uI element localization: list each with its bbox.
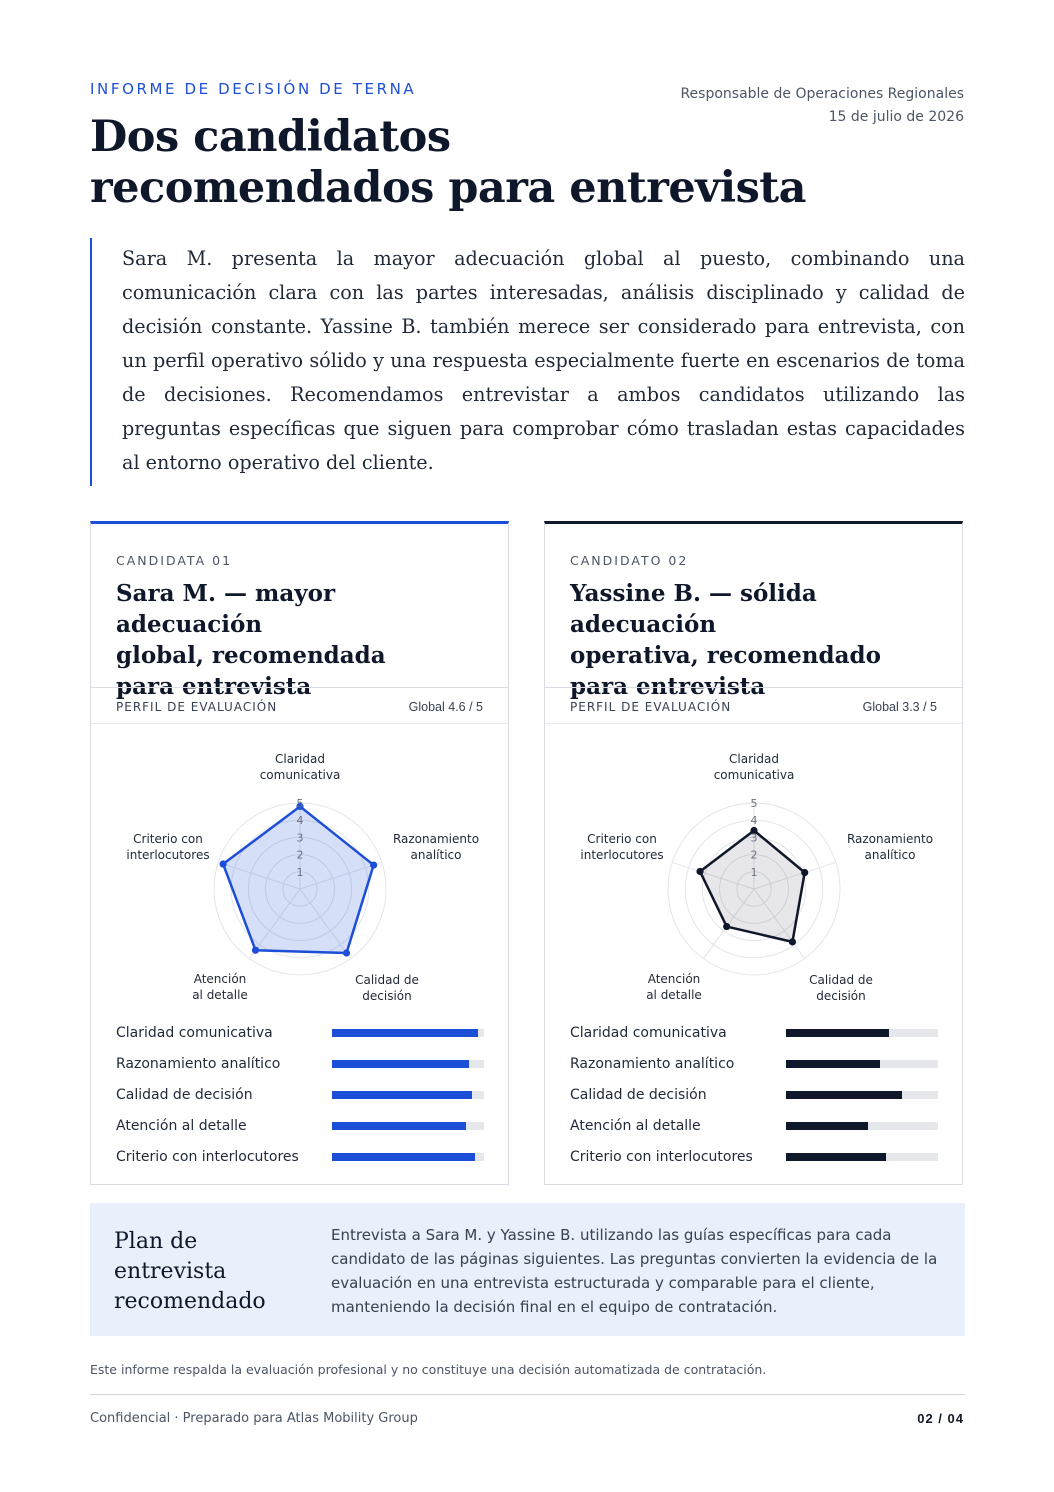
- radar-axis-label-line: Claridad: [275, 752, 325, 766]
- radar-axis-label-line: interlocutores: [580, 848, 664, 862]
- metric-bar-track: [786, 1029, 938, 1037]
- metric-bar-track: [332, 1153, 484, 1161]
- radar-point: [252, 947, 259, 954]
- radar-axis-label: [847, 832, 933, 862]
- radar-point: [801, 869, 808, 876]
- radar-scale-label: 1: [296, 865, 304, 879]
- radar-scale-label: 2: [296, 848, 304, 862]
- plan-title: Plan de entrevista recomendado: [114, 1229, 266, 1314]
- radar-chart: [545, 724, 964, 1024]
- metric-label: Razonamiento analítico: [570, 1056, 735, 1072]
- report-date: 15 de julio de 2026: [828, 109, 964, 125]
- page-title: Dos candidatos recomendados para entrevista: [90, 112, 807, 213]
- radar-axis-label-line: Claridad: [729, 752, 779, 766]
- metric-label: Criterio con interlocutores: [116, 1149, 299, 1165]
- radar-axis-label: [355, 973, 419, 1003]
- radar-axis-label: [393, 832, 479, 862]
- radar-axis-label-line: comunicativa: [713, 768, 795, 782]
- radar-point: [343, 949, 350, 956]
- plan-text: Entrevista a Sara M. y Yassine B. utilizando las guías específicas para cada candidato de las páginas siguientes. Las preguntas convierten la evidencia de la evaluación en una entrevista estructurada y comparable para el cliente, manteniendo la decisión final en el equipo de contratación.: [331, 1226, 938, 1316]
- metric-label: Claridad comunicativa: [116, 1025, 273, 1041]
- radar-axis-label-line: Razonamiento: [846, 832, 934, 846]
- radar-axis-label-line: Calidad de: [355, 973, 419, 987]
- radar-axis-label: [126, 832, 209, 862]
- candidate-card-yassine: [544, 521, 963, 1185]
- radar-point: [220, 860, 227, 867]
- metric-bar-fill: [786, 1091, 902, 1099]
- metric-label: Atención al detalle: [570, 1118, 701, 1134]
- metric-bar-fill: [786, 1060, 880, 1068]
- radar-axis-label: [809, 973, 873, 1003]
- metric-bar-fill: [332, 1060, 469, 1068]
- summary-text: Sara M. presenta la mayor adecuación global al puesto, combinando una comunicación clara con las partes interesadas, análisis disciplinado y calidad de decisión constante. Yassine B. también merece ser considerado para entrevista, con un perfil operativo sólido y una respuesta especialmente fuerte en escenarios de toma de decisiones. Recomendamos entrevistar a ambos candidatos utilizando las preguntas específicas que siguen para comprobar cómo trasladan estas capacidades al entorno operativo del cliente.: [122, 247, 965, 474]
- metric-label: Calidad de decisión: [570, 1087, 707, 1103]
- radar-axis-label-line: al detalle: [192, 988, 248, 1002]
- metric-bar-track: [786, 1153, 938, 1161]
- metric-bar-track: [332, 1029, 484, 1037]
- metric-bar-fill: [332, 1153, 475, 1161]
- radar-chart: [91, 724, 510, 1024]
- radar-axis-label-line: analítico: [410, 848, 462, 862]
- metric-bar-fill: [332, 1029, 478, 1037]
- metric-bar-track: [332, 1122, 484, 1130]
- radar-scale-label: 1: [750, 865, 758, 879]
- radar-axis-label-line: al detalle: [646, 988, 702, 1002]
- metric-bar-fill: [332, 1091, 472, 1099]
- candidate-title: Sara M. — mayor adecuación global, recomendada para entrevista: [116, 580, 386, 700]
- radar-axis-label: [260, 752, 341, 782]
- global-score: Global 3.3 / 5: [862, 700, 937, 714]
- radar-axis-label-line: decisión: [362, 989, 412, 1003]
- radar-axis-label-line: interlocutores: [126, 848, 210, 862]
- role-title: Responsable de Operaciones Regionales: [680, 86, 964, 102]
- metric-label: Razonamiento analítico: [116, 1056, 281, 1072]
- radar-axis-label: [580, 832, 663, 862]
- metric-bar-fill: [332, 1122, 466, 1130]
- global-score: Global 4.6 / 5: [408, 700, 483, 714]
- radar-scale-label: 5: [296, 797, 304, 810]
- radar-scale-label: 3: [296, 831, 304, 845]
- divider: [91, 687, 508, 688]
- profile-heading: PERFIL DE EVALUACIÓN: [570, 700, 732, 714]
- radar-axis-label-line: Atención: [193, 972, 247, 986]
- radar-axis-label-line: Atención: [647, 972, 701, 986]
- divider: [545, 687, 962, 688]
- metric-label: Calidad de decisión: [116, 1087, 253, 1103]
- radar-axis-label-line: analítico: [864, 848, 916, 862]
- profile-heading: PERFIL DE EVALUACIÓN: [116, 700, 278, 714]
- disclaimer: Este informe respalda la evaluación profesional y no constituye una decisión automatizada de contratación.: [90, 1362, 767, 1377]
- radar-axis-label-line: Razonamiento: [392, 832, 480, 846]
- report-eyebrow: INFORME DE DECISIÓN DE TERNA: [90, 80, 417, 98]
- radar-scale-label: 4: [750, 814, 758, 828]
- metric-bar-track: [786, 1122, 938, 1130]
- radar-scale-label: 4: [296, 814, 304, 828]
- radar-axis-label: [192, 972, 248, 1002]
- radar-axis-label: [714, 752, 795, 782]
- metric-label: Atención al detalle: [116, 1118, 247, 1134]
- candidate-label: CANDIDATA 01: [116, 553, 233, 568]
- radar-point: [696, 868, 703, 875]
- executive-summary: [90, 238, 965, 486]
- candidate-label: CANDIDATO 02: [570, 553, 689, 568]
- radar-axis-label: [646, 972, 702, 1002]
- radar-point: [370, 861, 377, 868]
- metric-bar-track: [786, 1091, 938, 1099]
- radar-axis-label-line: comunicativa: [259, 768, 341, 782]
- metric-bar-fill: [786, 1029, 889, 1037]
- candidate-card-sara: [90, 521, 509, 1185]
- metric-bar-fill: [786, 1122, 868, 1130]
- metric-label: Claridad comunicativa: [570, 1025, 727, 1041]
- metric-bar-fill: [786, 1153, 886, 1161]
- radar-scale-label: 5: [750, 797, 758, 810]
- radar-axis-label-line: Criterio con: [133, 832, 203, 846]
- metric-bar-track: [786, 1060, 938, 1068]
- metric-label: Criterio con interlocutores: [570, 1149, 753, 1165]
- metric-bar-track: [332, 1091, 484, 1099]
- radar-axis-label-line: Criterio con: [587, 832, 657, 846]
- radar-axis-label-line: Calidad de: [809, 973, 873, 987]
- footer-confidential: Confidencial · Preparado para Atlas Mobility Group: [90, 1411, 418, 1426]
- candidate-title: Yassine B. — sólida adecuación operativa, recomendado para entrevista: [570, 580, 881, 700]
- radar-point: [789, 938, 796, 945]
- radar-scale-label: 3: [750, 831, 758, 845]
- radar-polygon: [700, 831, 805, 942]
- radar-scale-label: 2: [750, 848, 758, 862]
- page-number: 02 / 04: [917, 1411, 964, 1426]
- metric-bar-track: [332, 1060, 484, 1068]
- interview-plan: [90, 1203, 965, 1336]
- footer-divider: [90, 1394, 965, 1395]
- radar-axis-label-line: decisión: [816, 989, 866, 1003]
- radar-point: [723, 923, 730, 930]
